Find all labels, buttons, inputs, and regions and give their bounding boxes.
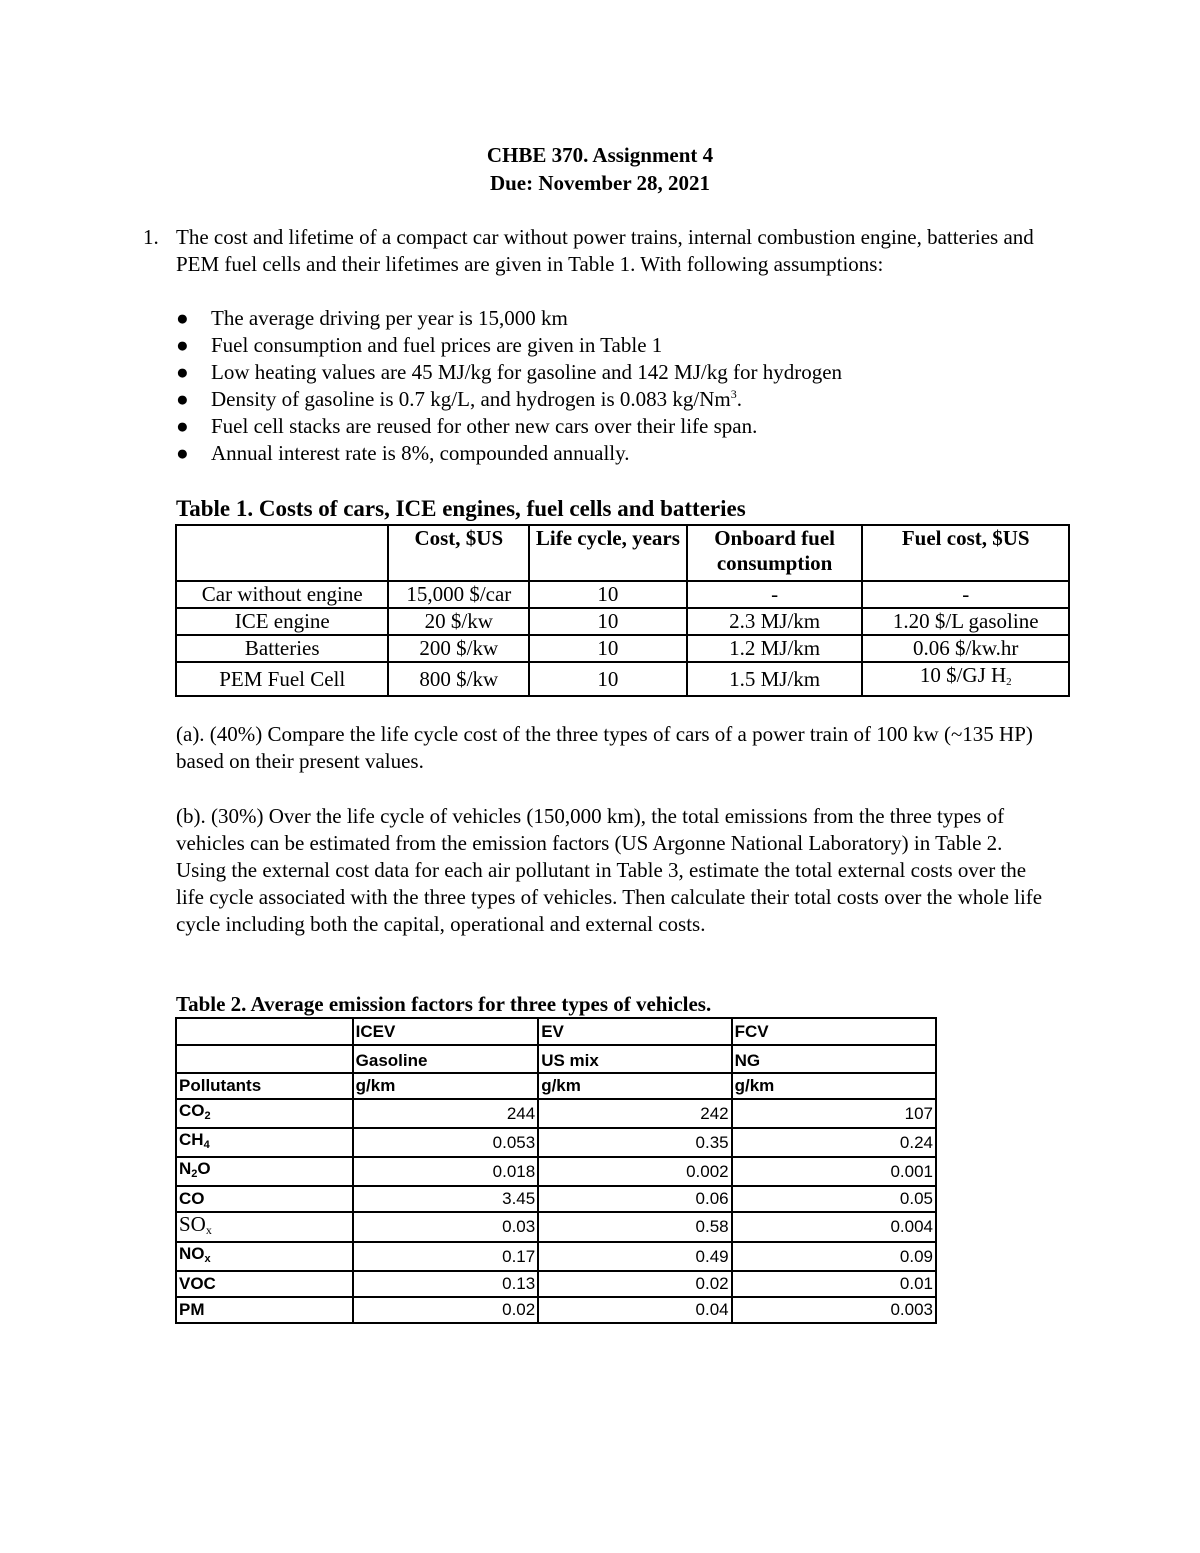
pollutant-name: $NO_x$ — [176, 1242, 353, 1271]
table-cell: 0.35 — [538, 1128, 731, 1157]
table-cell: 2.3 MJ/km — [687, 608, 863, 635]
table-cell: 1.2 MJ/km — [687, 635, 863, 662]
table-header-cell: EV — [538, 1018, 731, 1045]
table-cell: - — [862, 581, 1069, 608]
table-row — [176, 635, 1069, 662]
table-header-cell: FCV — [732, 1018, 936, 1045]
pollutant-name: $CO_2$ — [176, 1099, 353, 1128]
bullet-icon: ● — [176, 360, 189, 384]
table-header-row — [176, 525, 1069, 581]
table-cell: Car without engine — [176, 581, 388, 608]
table-row — [176, 1271, 936, 1297]
question-1-text: The cost and lifetime of a compact car without power trains, internal combustion engine, batteries and PEM fuel cells and their lifetimes are given in Table 1. With following assumptions: — [176, 225, 1034, 276]
table-header-cell — [176, 1018, 353, 1045]
table-cell: 0.09 — [732, 1242, 936, 1271]
table-row — [176, 1297, 936, 1323]
table-row — [176, 608, 1069, 635]
assumption-item: ● Density of gasoline is 0.7 kg/L, and hydrogen is 0.083 kg/Nm$^3$. — [176, 387, 742, 411]
table-row — [176, 1212, 936, 1242]
table-cell: 0.05 — [732, 1186, 936, 1212]
table-cell: Batteries — [176, 635, 388, 662]
pollutant-name: $N_2O$ — [176, 1157, 353, 1186]
table-header-cell — [176, 525, 388, 581]
table-row — [176, 1186, 936, 1212]
table-1-costs — [175, 524, 1070, 697]
bullet-icon: ● — [176, 414, 189, 438]
table-header-cell: Fuel cost, $US — [862, 525, 1069, 581]
table-cell: 10 — [529, 635, 687, 662]
table-cell: 800 $/kw — [388, 662, 529, 696]
table-row — [176, 1099, 936, 1128]
pollutant-name: CO — [176, 1186, 353, 1212]
table-header-cell: g/km — [732, 1073, 936, 1099]
table-cell: 0.58 — [538, 1212, 731, 1242]
table-row — [176, 1128, 936, 1157]
table-cell: 10 — [529, 581, 687, 608]
table-cell: 0.17 — [353, 1242, 539, 1271]
table-1-caption: Table 1. Costs of cars, ICE engines, fuel cells and batteries — [176, 496, 746, 521]
table-2-caption: Table 2. Average emission factors for three types of vehicles. — [176, 992, 712, 1016]
table-cell: 0.04 — [538, 1297, 731, 1323]
table-cell: 10 $/GJ $H_2$ — [862, 662, 1069, 696]
part-a-text: (a). (40%) Compare the life cycle cost of the three types of cars of a power train of 100 kw (~135 HP) based on their present values. — [176, 722, 1033, 773]
table-cell: 242 — [538, 1099, 731, 1128]
table-cell: 244 — [353, 1099, 539, 1128]
bullet-icon: ● — [176, 306, 189, 330]
pollutant-name: PM — [176, 1297, 353, 1323]
table-cell: 0.001 — [732, 1157, 936, 1186]
table-cell: 10 — [529, 662, 687, 696]
table-cell: 15,000 $/car — [388, 581, 529, 608]
table-cell: 0.003 — [732, 1297, 936, 1323]
table-cell: 0.018 — [353, 1157, 539, 1186]
table-cell: 1.20 $/L gasoline — [862, 608, 1069, 635]
pollutant-name: VOC — [176, 1271, 353, 1297]
table-cell: 1.5 MJ/km — [687, 662, 863, 696]
assumption-item: ● Fuel consumption and fuel prices are given in Table 1 — [176, 333, 663, 357]
table-cell: ICE engine — [176, 608, 388, 635]
table-cell: 0.02 — [353, 1297, 539, 1323]
table-cell: 0.06 — [538, 1186, 731, 1212]
table-cell: 107 — [732, 1099, 936, 1128]
table-header-cell: Gasoline — [353, 1045, 539, 1073]
table-cell: 0.02 — [538, 1271, 731, 1297]
table-header-cell: US mix — [538, 1045, 731, 1073]
bullet-icon: ● — [176, 441, 189, 465]
bullet-icon: ● — [176, 333, 189, 357]
table-header-cell: Life cycle, years — [529, 525, 687, 581]
table-row — [176, 581, 1069, 608]
table-header-row — [176, 1018, 936, 1045]
table-header-row — [176, 1045, 936, 1073]
table-cell: - — [687, 581, 863, 608]
table-cell: 0.49 — [538, 1242, 731, 1271]
table-row — [176, 1157, 936, 1186]
assumption-item: ● Low heating values are 45 MJ/kg for gasoline and 142 MJ/kg for hydrogen — [176, 360, 843, 384]
assumption-list — [176, 305, 1036, 467]
table-cell: 0.01 — [732, 1271, 936, 1297]
table-cell: 0.002 — [538, 1157, 731, 1186]
due-date: Due: November 28, 2021 — [489, 171, 711, 195]
table-header-cell: Pollutants — [176, 1073, 353, 1099]
table-cell: 0.053 — [353, 1128, 539, 1157]
assumption-item: ● Annual interest rate is 8%, compounded annually. — [176, 441, 630, 465]
table-header-cell: g/km — [353, 1073, 539, 1099]
table-header-cell: Onboard fuel consumption — [687, 525, 863, 581]
table-header-cell — [176, 1045, 353, 1073]
table-cell: 20 $/kw — [388, 608, 529, 635]
assumption-item: ● Fuel cell stacks are reused for other new cars over their life span. — [176, 414, 758, 438]
table-cell: 0.06 $/kw.hr — [862, 635, 1069, 662]
table-header-cell: NG — [732, 1045, 936, 1073]
bullet-icon: ● — [176, 387, 189, 411]
table-header-cell: g/km — [538, 1073, 731, 1099]
question-number: 1. — [143, 225, 159, 249]
table-cell: 3.45 — [353, 1186, 539, 1212]
table-header-cell: ICEV — [353, 1018, 539, 1045]
pollutant-name: $CH_4$ — [176, 1128, 353, 1157]
table-cell: 200 $/kw — [388, 635, 529, 662]
table-cell: 0.24 — [732, 1128, 936, 1157]
assumption-item: ● The average driving per year is 15,000 km — [176, 306, 568, 330]
table-row — [176, 1242, 936, 1271]
part-b-text: (b). (30%) Over the life cycle of vehicles (150,000 km), the total emissions from the three types of vehicles can be estimated from the emission factors (US Argonne National Laboratory) in Table 2. Using the external cost data for each air pollutant in Table 3, estimate the total external costs over the life cycle associated with the three types of vehicles. Then calculate their total costs over the whole life cycle including both the capital, operational and external costs. — [176, 804, 1043, 936]
table-header-cell: Cost, $US — [388, 525, 529, 581]
table-row — [176, 662, 1069, 696]
table-cell: 10 — [529, 608, 687, 635]
table-cell: 0.004 — [732, 1212, 936, 1242]
table-cell: 0.03 — [353, 1212, 539, 1242]
table-2-emissions — [175, 1017, 937, 1324]
assignment-title: CHBE 370. Assignment 4 — [486, 143, 714, 167]
pollutant-name: $SO_x$ — [176, 1212, 353, 1242]
table-cell: PEM Fuel Cell — [176, 662, 388, 696]
table-cell: 0.13 — [353, 1271, 539, 1297]
table-header-row — [176, 1073, 936, 1099]
